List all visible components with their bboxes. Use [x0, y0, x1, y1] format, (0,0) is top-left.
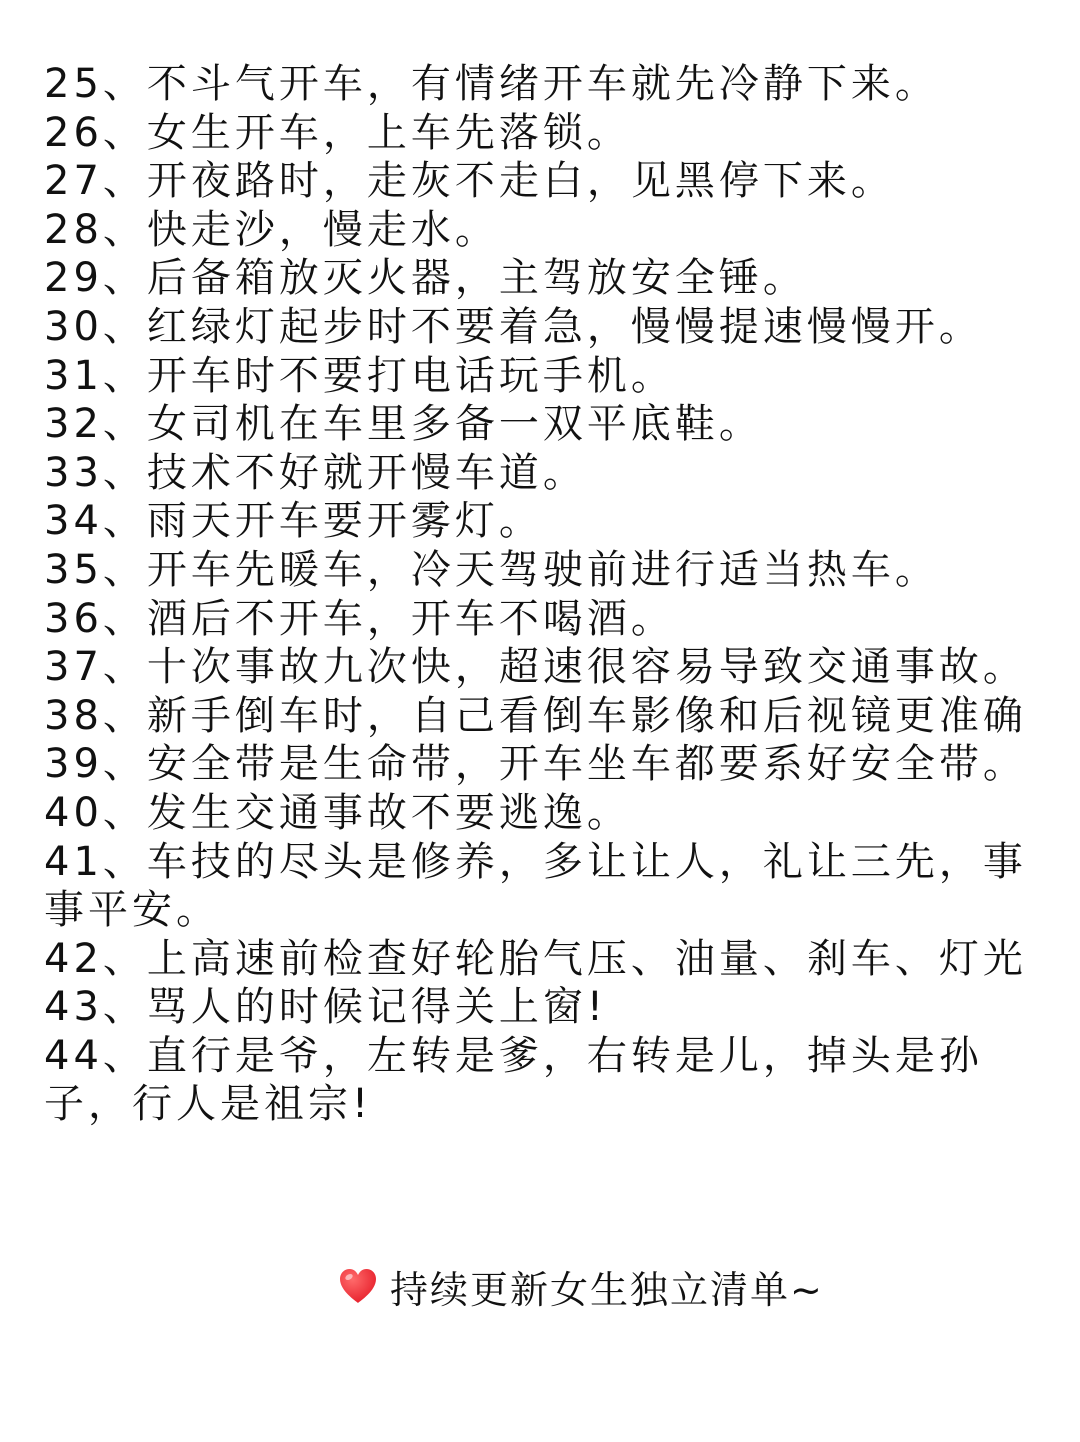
tip-line: 子，行人是祖宗! [44, 1081, 373, 1128]
tip-line: 43、骂人的时候记得关上窗! [44, 984, 607, 1031]
tip-line: 32、女司机在车里多备一双平底鞋。 [44, 401, 763, 448]
tip-line: 44、直行是爷，左转是爹，右转是儿，掉头是孙 [44, 1032, 983, 1079]
tip-line: 41、车技的尽头是修养，多让让人，礼让三先，事 [44, 838, 1027, 885]
tip-line: 38、新手倒车时，自己看倒车影像和后视镜更准确 [44, 692, 1027, 739]
tip-line: 30、红绿灯起步时不要着急，慢慢提速慢慢开。 [44, 303, 983, 350]
tip-line: 37、十次事故九次快，超速很容易导致交通事故。 [44, 644, 1027, 691]
tip-line: 27、开夜路时，走灰不走白，见黑停下来。 [44, 158, 895, 205]
footer [336, 1258, 824, 1314]
tip-line: 28、快走沙，慢走水。 [44, 206, 499, 253]
heart-icon [336, 1264, 380, 1308]
footer-text: 持续更新女生独立清单~ [390, 1267, 824, 1312]
tip-line: 26、女生开车，上车先落锁。 [44, 109, 631, 156]
tips-list [44, 60, 1060, 1129]
tip-line: 40、发生交通事故不要逃逸。 [44, 789, 631, 836]
tip-line: 36、酒后不开车，开车不喝酒。 [44, 595, 675, 642]
tip-line: 34、雨天开车要开雾灯。 [44, 498, 543, 545]
tip-line: 39、安全带是生命带，开车坐车都要系好安全带。 [44, 741, 1027, 788]
tip-line: 31、开车时不要打电话玩手机。 [44, 352, 675, 399]
tip-line: 事平安。 [44, 887, 220, 934]
tip-line: 35、开车先暖车，冷天驾驶前进行适当热车。 [44, 546, 939, 593]
tip-line: 29、后备箱放灭火器，主驾放安全锤。 [44, 255, 807, 302]
tip-line: 42、上高速前检查好轮胎气压、油量、刹车、灯光 [44, 935, 1027, 982]
tip-line: 25、不斗气开车，有情绪开车就先冷静下来。 [44, 61, 939, 107]
tip-line: 33、技术不好就开慢车道。 [44, 449, 587, 496]
